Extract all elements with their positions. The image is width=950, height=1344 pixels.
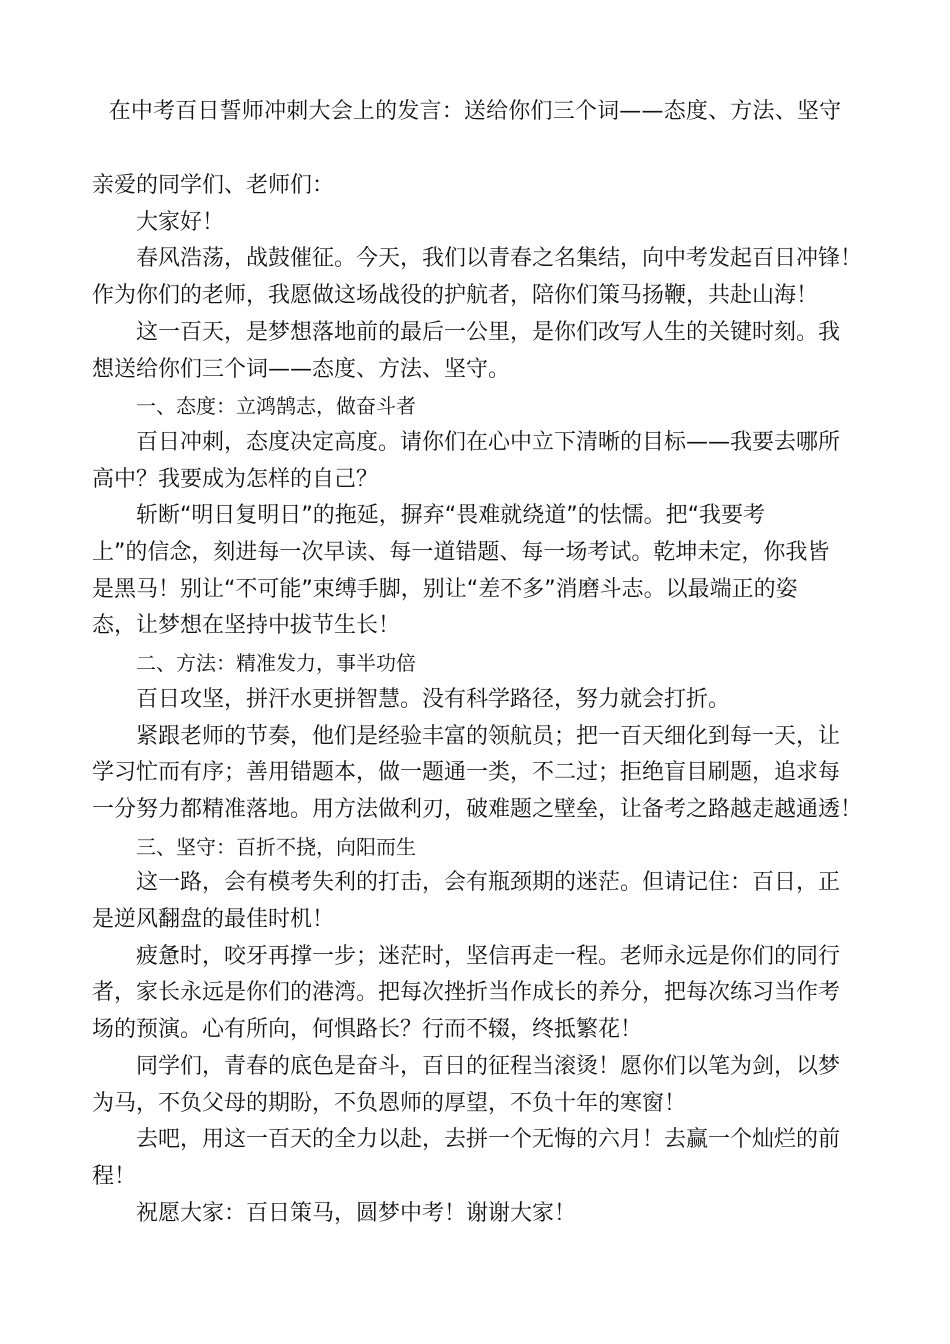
paragraph-line: 想送给你们三个词——态度、方法、坚守。	[92, 356, 511, 382]
paragraph-line: 上”的信念，刻进每一次早读、每一道错题、每一场考试。乾坤未定，你我皆	[92, 540, 830, 566]
paragraph-line: 态，让梦想在坚持中拔节生长！	[92, 613, 401, 639]
paragraph-7	[92, 865, 878, 938]
paragraph-line: 高中？我要成为怎样的自己？	[92, 466, 379, 492]
paragraph-line: 斩断“明日复明日”的拖延，摒弃“畏难就绕道”的怯懦。把“我要考	[136, 503, 765, 529]
paragraph-line: 这一路，会有模考失利的打击，会有瓶颈期的迷茫。但请记住：百日，正	[136, 870, 841, 896]
closing-wish: 祝愿大家：百日策马，圆梦中考！谢谢大家！	[136, 1200, 577, 1226]
paragraph-line: 是逆风翻盘的最佳时机！	[92, 907, 335, 933]
paragraph-line: 是黑马！别让“不可能”束缚手脚，别让“差不多”消磨斗志。以最端正的姿	[92, 576, 798, 602]
document-body	[92, 168, 878, 1232]
paragraph-line: 去吧，用这一百天的全力以赴，去拼一个无悔的六月！去赢一个灿烂的前	[136, 1127, 841, 1153]
section-heading-attitude: 一、态度：立鸿鹄志，做奋斗者	[136, 394, 416, 419]
paragraph-6	[92, 719, 878, 829]
paragraph-line: 春风浩荡，战鼓催征。今天，我们以青春之名集结，向中考发起百日冲锋！	[136, 246, 863, 272]
paragraph-1	[92, 241, 878, 314]
paragraph-3	[92, 425, 878, 498]
paragraph-line: 这一百天，是梦想落地前的最后一公里，是你们改写人生的关键时刻。我	[136, 319, 841, 345]
paragraph-line: 同学们，青春的底色是奋斗，百日的征程当滚烫！愿你们以笔为剑，以梦	[136, 1053, 841, 1079]
greeting: 大家好！	[136, 209, 225, 235]
paragraph-line: 学习忙而有序；善用错题本，做一题通一类，不二过；拒绝盲目刷题，追求每	[92, 760, 841, 786]
salutation: 亲爱的同学们、老师们：	[92, 173, 335, 198]
paragraph-5: 百日攻坚，拼汗水更拼智慧。没有科学路径，努力就会打折。	[136, 686, 731, 712]
paragraph-line: 者，家长永远是你们的港湾。把每次挫折当作成长的养分，把每次练习当作考	[92, 980, 841, 1006]
section-heading-method: 二、方法：精准发力，事半功倍	[136, 651, 416, 676]
paragraph-line: 疲惫时，咬牙再撑一步；迷茫时，坚信再走一程。老师永远是你们的同行	[136, 943, 841, 969]
paragraph-line: 为马，不负父母的期盼，不负恩师的厚望，不负十年的寒窗！	[92, 1090, 687, 1116]
paragraph-line: 作为你们的老师，我愿做这场战役的护航者，陪你们策马扬鞭，共赴山海！	[92, 283, 819, 309]
paragraph-2	[92, 315, 878, 388]
paragraph-line: 场的预演。心有所向，何惧路长？行而不辍，终抵繁花！	[92, 1017, 643, 1043]
paragraph-8	[92, 939, 878, 1049]
paragraph-line: 紧跟老师的节奏，他们是经验丰富的领航员；把一百天细化到每一天，让	[136, 723, 841, 749]
section-heading-perseverance: 三、坚守：百折不挠，向阳而生	[136, 834, 416, 859]
paragraph-9	[92, 1049, 878, 1122]
document-title: 在中考百日誓师冲刺大会上的发言：送给你们三个词——态度、方法、坚守	[108, 99, 842, 124]
paragraph-line: 程！	[92, 1163, 137, 1189]
paragraph-4	[92, 498, 878, 645]
paragraph-line: 百日冲刺，态度决定高度。请你们在心中立下清晰的目标——我要去哪所	[136, 429, 841, 455]
paragraph-line: 一分努力都精准落地。用方法做利刃，破难题之壁垒，让备考之路越走越通透！	[92, 796, 863, 822]
paragraph-10	[92, 1122, 878, 1195]
